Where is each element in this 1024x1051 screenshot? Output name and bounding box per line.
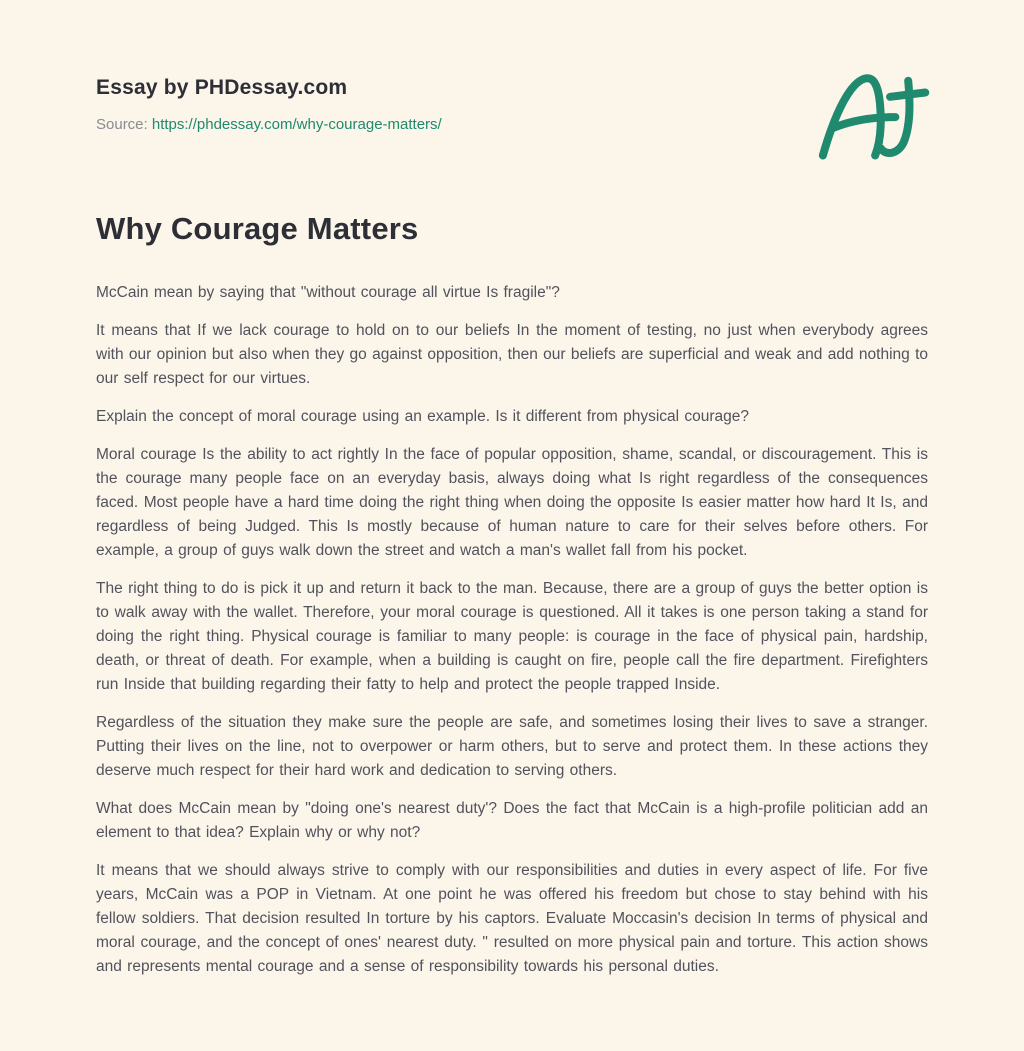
essay-byline: Essay by PHDessay.com: [96, 76, 348, 99]
essay-paragraph: Moral courage Is the ability to act rightly In the face of popular opposition, shame, scandal, or discouragement. This is the courage many people face on an everyday basis, always doing what Is right regardless of the consequences faced. Most people have a hard time doing the right thing when doing the opposite Is easier matter how hard It Is, and regardless of being Judged. This Is mostly because of human nature to care for their selves before others. For example, a group of guys walk down the street and watch a man's wallet fall from his pocket.: [96, 446, 928, 559]
essay-paragraph: Regardless of the situation they make sure the people are safe, and sometimes losing their lives to save a stranger. Putting their lives on the line, not to overpower or harm others, but to serve and protect them. In these actions they deserve much respect for their hard work and dedication to serving others.: [96, 714, 928, 779]
source-line: [96, 116, 928, 133]
essay-paragraph: What does McCain mean by "doing one's nearest duty'? Does the fact that McCain is a high-profile politician add an element to that idea? Explain why or why not?: [96, 800, 928, 841]
source-label: Source:: [96, 116, 148, 133]
page-title: Why Courage Matters: [96, 211, 419, 246]
essay-body: [96, 281, 928, 979]
essay-paragraph: McCain mean by saying that "without courage all virtue Is fragile"?: [96, 284, 560, 301]
essay-paragraph: It means that we should always strive to comply with our responsibilities and duties in every aspect of life. For five years, McCain was a POP in Vietnam. At one point he was offered his freedom but chose to stay behind with his fellow soldiers. That decision resulted In torture by his captors. Evaluate Moccasin's decision In terms of physical and moral courage, and the concept of ones' nearest duty. " resulted on more physical pain and torture. This action shows and represents mental courage and a sense of responsibility towards his personal duties.: [96, 862, 928, 975]
phdessay-logo: [814, 68, 932, 164]
source-url-link[interactable]: https://phdessay.com/why-courage-matters/: [151, 116, 442, 133]
essay-paragraph: Explain the concept of moral courage using an example. Is it different from physical courage?: [96, 408, 750, 425]
essay-paragraph: It means that If we lack courage to hold on to our beliefs In the moment of testing, no just when everybody agrees with our opinion but also when they go against opposition, then our beliefs are superficial and weak and add nothing to our self respect for our virtues.: [96, 322, 928, 387]
phdessay-logo-icon: [814, 68, 932, 164]
essay-paragraph: The right thing to do is pick it up and return it back to the man. Because, there are a group of guys the better option is to walk away with the wallet. Therefore, your moral courage is questioned. All it takes is one person taking a stand for doing the right thing. Physical courage is familiar to many people: is courage in the face of physical pain, hardship, death, or threat of death. For example, when a building is caught on fire, people call the fire department. Firefighters run Inside that building regarding their fatty to help and protect the people trapped Inside.: [96, 580, 928, 693]
